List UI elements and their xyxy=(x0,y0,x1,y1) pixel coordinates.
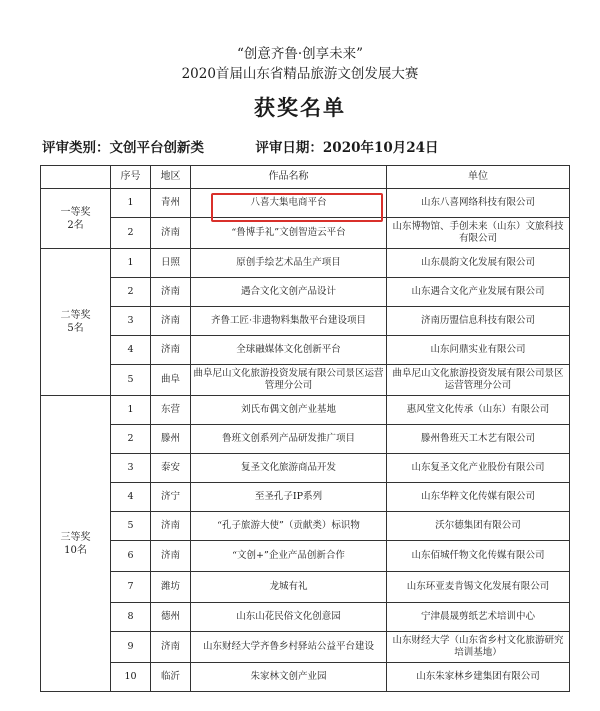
cell-unit: 山东遇合文化产业发展有限公司 xyxy=(387,278,570,307)
cell-no: 8 xyxy=(111,603,151,632)
header-no: 序号 xyxy=(111,166,151,189)
cell-unit: 山东财经大学（山东省乡村文化旅游研究培训基地） xyxy=(387,632,570,663)
cell-area: 潍坊 xyxy=(151,572,191,603)
cell-no: 2 xyxy=(111,218,151,249)
table-row xyxy=(41,663,570,692)
cell-no: 1 xyxy=(111,249,151,278)
review-category: 评审类别：文创平台创新类 xyxy=(42,140,204,156)
table-row xyxy=(41,396,570,425)
header-award xyxy=(41,166,111,189)
cell-no: 1 xyxy=(111,189,151,218)
cell-area: 济南 xyxy=(151,541,191,572)
award-count: 2名 xyxy=(67,219,84,231)
cell-area: 济南 xyxy=(151,512,191,541)
review-date: 评审日期：2020年10月24日 xyxy=(255,140,439,156)
cell-no: 9 xyxy=(111,632,151,663)
cell-unit: 曲阜尼山文化旅游投资发展有限公司景区运营管理分公司 xyxy=(387,365,570,396)
award-count: 5名 xyxy=(67,323,84,334)
cell-name: 山东财经大学齐鲁乡村驿站公益平台建设 xyxy=(191,632,387,663)
table-row xyxy=(41,307,570,336)
cell-no: 7 xyxy=(111,572,151,603)
table-row xyxy=(41,512,570,541)
table-row xyxy=(41,218,570,249)
cell-name: “文创+”企业产品创新合作 xyxy=(191,541,387,572)
cell-area: 济南 xyxy=(151,218,191,249)
header-contest-name: 2020首届山东省精品旅游文创发展大赛 xyxy=(181,66,419,82)
cell-name: 刘氏布偶文创产业基地 xyxy=(191,396,387,425)
cell-area: 济南 xyxy=(151,307,191,336)
table-row xyxy=(41,365,570,396)
table-row xyxy=(41,336,570,365)
cell-area: 济南 xyxy=(151,632,191,663)
review-meta xyxy=(42,136,443,156)
cell-unit: 山东问鼎实业有限公司 xyxy=(387,336,570,365)
page-title: 获奖名单 xyxy=(254,95,346,120)
table-row xyxy=(41,483,570,512)
award-table xyxy=(40,165,570,692)
cell-no: 5 xyxy=(111,512,151,541)
cell-name: 八喜大集电商平台 xyxy=(191,189,387,218)
cell-no: 1 xyxy=(111,396,151,425)
cell-unit: 山东八喜网络科技有限公司 xyxy=(387,189,570,218)
table-row xyxy=(41,425,570,454)
table-row xyxy=(41,454,570,483)
cell-unit: 滕州鲁班天工木艺有限公司 xyxy=(387,425,570,454)
cell-unit: 惠风堂文化传承（山东）有限公司 xyxy=(387,396,570,425)
award-level: 一等奖 xyxy=(60,206,91,218)
table-header-row xyxy=(41,166,570,189)
header-slogan: “创意齐鲁·创享未来” xyxy=(236,46,364,62)
cell-area: 青州 xyxy=(151,189,191,218)
cell-name: 龙城有礼 xyxy=(191,572,387,603)
cell-unit: 山东晨韵文化发展有限公司 xyxy=(387,249,570,278)
cell-area: 曲阜 xyxy=(151,365,191,396)
cell-area: 济南 xyxy=(151,278,191,307)
cell-area: 泰安 xyxy=(151,454,191,483)
cell-name: 原创手绘艺术品生产项目 xyxy=(191,249,387,278)
cell-area: 济宁 xyxy=(151,483,191,512)
table-row xyxy=(41,278,570,307)
cell-no: 2 xyxy=(111,425,151,454)
award-group-first xyxy=(41,189,111,249)
cell-name: 齐鲁工匠·非遗物料集散平台建设项目 xyxy=(191,307,387,336)
cell-no: 5 xyxy=(111,365,151,396)
award-level: 三等奖 xyxy=(60,531,91,543)
cell-area: 东营 xyxy=(151,396,191,425)
cell-area: 日照 xyxy=(151,249,191,278)
table-row xyxy=(41,572,570,603)
award-group-third xyxy=(41,396,111,692)
cell-name: 山东山花民俗文化创意园 xyxy=(191,603,387,632)
cell-no: 3 xyxy=(111,307,151,336)
cell-name: “孔子旅游大使”（贡献类）标识物 xyxy=(191,512,387,541)
award-level: 二等奖 xyxy=(60,310,91,321)
cell-name: 曲阜尼山文化旅游投资发展有限公司景区运营管理分公司 xyxy=(191,365,387,396)
cell-area: 济南 xyxy=(151,336,191,365)
table-row xyxy=(41,541,570,572)
cell-name: 遇合文化文创产品设计 xyxy=(191,278,387,307)
cell-unit: 山东朱家林乡建集团有限公司 xyxy=(387,663,570,692)
cell-area: 德州 xyxy=(151,603,191,632)
award-count: 10名 xyxy=(64,544,87,556)
cell-no: 4 xyxy=(111,336,151,365)
cell-unit: 山东博物馆、手创未来（山东）文旅科技有限公司 xyxy=(387,218,570,249)
cell-name: 全球融媒体文化创新平台 xyxy=(191,336,387,365)
award-group-second xyxy=(41,249,111,396)
cell-unit: 济南历盟信息科技有限公司 xyxy=(387,307,570,336)
cell-no: 10 xyxy=(111,663,151,692)
cell-unit: 宁津晨晟剪纸艺术培训中心 xyxy=(387,603,570,632)
cell-area: 滕州 xyxy=(151,425,191,454)
cell-unit: 山东佰城仟物文化传媒有限公司 xyxy=(387,541,570,572)
cell-no: 2 xyxy=(111,278,151,307)
table-row xyxy=(41,249,570,278)
table-row xyxy=(41,632,570,663)
table-row xyxy=(41,603,570,632)
cell-area: 临沂 xyxy=(151,663,191,692)
header-area: 地区 xyxy=(151,166,191,189)
cell-name: 鲁班文创系列产品研发推广项目 xyxy=(191,425,387,454)
cell-name: 复圣文化旅游商品开发 xyxy=(191,454,387,483)
cell-name: 朱家林文创产业园 xyxy=(191,663,387,692)
cell-unit: 沃尔德集团有限公司 xyxy=(387,512,570,541)
header-unit: 单位 xyxy=(387,166,570,189)
cell-no: 6 xyxy=(111,541,151,572)
table-row xyxy=(41,189,570,218)
cell-no: 4 xyxy=(111,483,151,512)
cell-name: 至圣孔子IP系列 xyxy=(191,483,387,512)
cell-unit: 山东华粹文化传媒有限公司 xyxy=(387,483,570,512)
cell-unit: 山东环亚麦肯锡文化发展有限公司 xyxy=(387,572,570,603)
header-name: 作品名称 xyxy=(191,166,387,189)
cell-name: “鲁博手礼”文创智造云平台 xyxy=(191,218,387,249)
cell-unit: 山东复圣文化产业股份有限公司 xyxy=(387,454,570,483)
cell-no: 3 xyxy=(111,454,151,483)
